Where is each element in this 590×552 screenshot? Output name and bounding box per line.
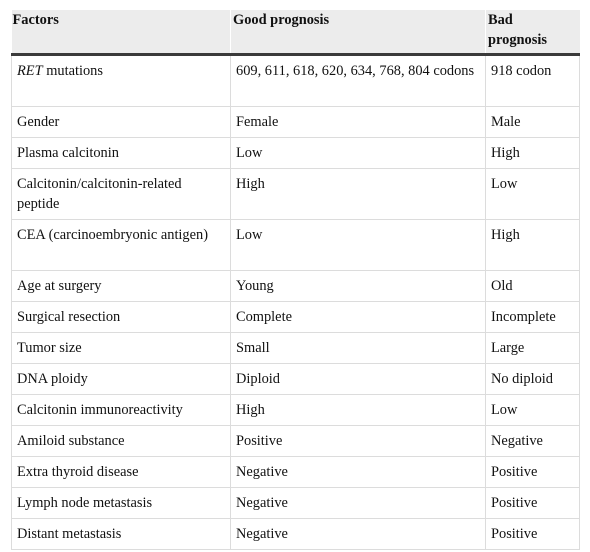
table-row bbox=[12, 138, 580, 169]
bad-cell: Large bbox=[486, 333, 580, 364]
table-row bbox=[12, 364, 580, 395]
table-row bbox=[12, 220, 580, 271]
bad-cell: Positive bbox=[486, 519, 580, 550]
factor-cell: Age at surgery bbox=[12, 271, 231, 302]
good-cell: Diploid bbox=[231, 364, 486, 395]
bad-cell: Old bbox=[486, 271, 580, 302]
good-cell: High bbox=[231, 169, 486, 220]
factor-cell: Surgical resection bbox=[12, 302, 231, 333]
table-row bbox=[12, 55, 580, 107]
factor-cell: Calcitonin/calcitonin-related peptide bbox=[12, 169, 231, 220]
factor-cell: Extra thyroid disease bbox=[12, 457, 231, 488]
good-cell: High bbox=[231, 395, 486, 426]
good-cell: Negative bbox=[231, 457, 486, 488]
header-good-prognosis: Good prognosis bbox=[231, 10, 486, 55]
factor-cell: Distant metastasis bbox=[12, 519, 231, 550]
table-row bbox=[12, 519, 580, 550]
table-row bbox=[12, 333, 580, 364]
good-cell: Small bbox=[231, 333, 486, 364]
bad-cell: Low bbox=[486, 169, 580, 220]
bad-cell: No diploid bbox=[486, 364, 580, 395]
header-factors: Factors bbox=[12, 10, 231, 55]
bad-cell: High bbox=[486, 220, 580, 271]
gene-name: RET bbox=[17, 63, 43, 79]
factor-cell: Calcitonin immunoreactivity bbox=[12, 395, 231, 426]
good-cell: Negative bbox=[231, 488, 486, 519]
table-row bbox=[12, 169, 580, 220]
factor-cell: Gender bbox=[12, 107, 231, 138]
table-row bbox=[12, 488, 580, 519]
factor-cell: Amiloid substance bbox=[12, 426, 231, 457]
good-cell: Low bbox=[231, 220, 486, 271]
bad-cell: Low bbox=[486, 395, 580, 426]
factor-cell: Plasma calcitonin bbox=[12, 138, 231, 169]
table-body bbox=[12, 55, 580, 550]
table-header bbox=[12, 10, 580, 55]
table-row bbox=[12, 457, 580, 488]
bad-cell: Negative bbox=[486, 426, 580, 457]
factor-text: mutations bbox=[42, 63, 103, 79]
factor-cell bbox=[12, 55, 231, 107]
table-row bbox=[12, 426, 580, 457]
bad-cell: Positive bbox=[486, 488, 580, 519]
factor-cell: Tumor size bbox=[12, 333, 231, 364]
good-cell: Low bbox=[231, 138, 486, 169]
prognosis-table bbox=[11, 10, 580, 550]
factor-cell: DNA ploidy bbox=[12, 364, 231, 395]
header-row bbox=[12, 10, 580, 55]
good-cell: Negative bbox=[231, 519, 486, 550]
table-row bbox=[12, 302, 580, 333]
factor-cell: Lymph node metastasis bbox=[12, 488, 231, 519]
good-cell: Young bbox=[231, 271, 486, 302]
good-cell: Positive bbox=[231, 426, 486, 457]
good-cell: 609, 611, 618, 620, 634, 768, 804 codons bbox=[231, 55, 486, 107]
good-cell: Female bbox=[231, 107, 486, 138]
good-cell: Complete bbox=[231, 302, 486, 333]
bad-cell: Male bbox=[486, 107, 580, 138]
header-bad-prognosis: Bad prognosis bbox=[486, 10, 580, 55]
table-row bbox=[12, 107, 580, 138]
table-row bbox=[12, 271, 580, 302]
bad-cell: High bbox=[486, 138, 580, 169]
factor-cell: CEA (carcinoembryonic antigen) bbox=[12, 220, 231, 271]
bad-cell: 918 codon bbox=[486, 55, 580, 107]
table-row bbox=[12, 395, 580, 426]
bad-cell: Incomplete bbox=[486, 302, 580, 333]
bad-cell: Positive bbox=[486, 457, 580, 488]
